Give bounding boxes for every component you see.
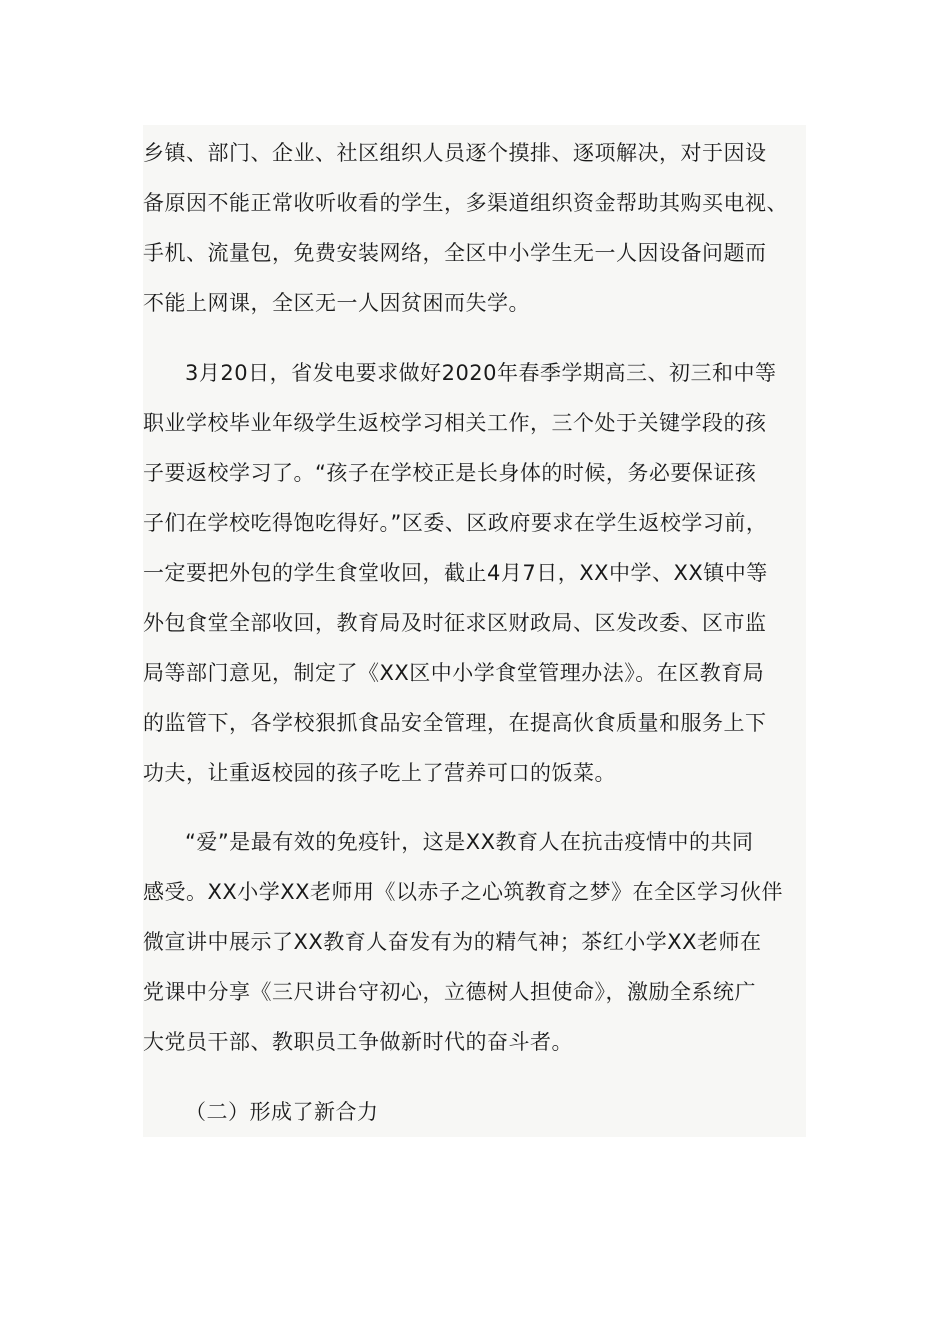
paragraph-2-line-4: 子们在学校吃得饱吃得好。”区委、区政府要求在学生返校学习前， bbox=[143, 511, 768, 535]
paragraph-3-line-4: 党课中分享《三尺讲台守初心，立德树人担使命》，激励全系统广 bbox=[143, 980, 756, 1004]
paragraph-3-line-5: 大党员干部、教职员工争做新时代的奋斗者。 bbox=[143, 1030, 573, 1054]
paragraph-2-line-1: 3月20日，省发电要求做好2020年春季学期高三、初三和中等 bbox=[185, 361, 777, 385]
section-heading bbox=[143, 1087, 806, 1137]
paragraph-2 bbox=[143, 348, 806, 798]
paragraph-3 bbox=[143, 817, 806, 1067]
section-heading-text: （二）形成了新合力 bbox=[185, 1100, 379, 1124]
paragraph-1-line-1: 乡镇、部门、企业、社区组织人员逐个摸排、逐项解决，对于因设 bbox=[143, 141, 767, 165]
paragraph-2-line-9: 功夫，让重返校园的孩子吃上了营养可口的饭菜。 bbox=[143, 761, 616, 785]
paragraph-1-line-2: 备原因不能正常收听收看的学生，多渠道组织资金帮助其购买电视、 bbox=[143, 191, 788, 215]
paragraph-2-line-5: 一定要把外包的学生食堂收回，截止4月7日，XX中学、XX镇中等 bbox=[143, 561, 768, 585]
paragraph-2-line-7: 局等部门意见，制定了《XX区中小学食堂管理办法》。在区教育局 bbox=[143, 661, 765, 685]
paragraph-2-line-6: 外包食堂全部收回，教育局及时征求区财政局、区发改委、区市监 bbox=[143, 611, 767, 635]
paragraph-1-line-3: 手机、流量包，免费安装网络，全区中小学生无一人因设备问题而 bbox=[143, 241, 767, 265]
paragraph-1-line-4: 不能上网课，全区无一人因贫困而失学。 bbox=[143, 291, 530, 315]
paragraph-2-line-8: 的监管下，各学校狠抓食品安全管理，在提高伙食质量和服务上下 bbox=[143, 711, 767, 735]
paragraph-1 bbox=[143, 128, 806, 328]
paragraph-2-line-3: 子要返校学习了。“孩子在学校正是长身体的时候，务必要保证孩 bbox=[143, 461, 757, 485]
paragraph-3-line-1: “爱”是最有效的免疫针，这是XX教育人在抗击疫情中的共同 bbox=[185, 830, 754, 854]
paragraph-2-line-2: 职业学校毕业年级学生返校学习相关工作，三个处于关键学段的孩 bbox=[143, 411, 767, 435]
paragraph-3-line-2: 感受。XX小学XX老师用《以赤子之心筑教育之梦》在全区学习伙伴 bbox=[143, 880, 784, 904]
paragraph-3-line-3: 微宣讲中展示了XX教育人奋发有为的精气神；茶红小学XX老师在 bbox=[143, 930, 762, 954]
